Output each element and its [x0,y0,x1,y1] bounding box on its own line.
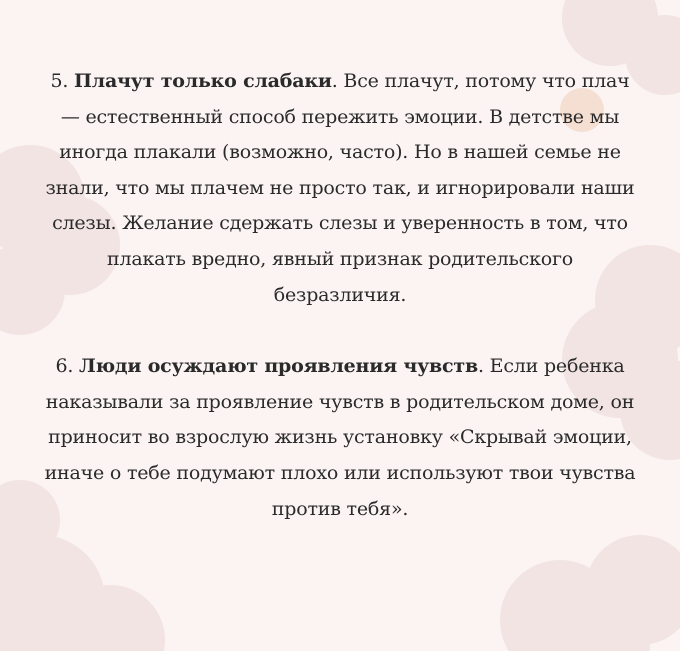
paragraph-number: 6. [55,355,74,378]
paragraph-heading: Плачут только слабаки [74,70,332,92]
paragraph-text: . Если ребенка наказывали за проявление чувств в родительском доме, он приносит во взрослую жизнь установку «Скрывай эмоции, иначе о тебе подумают плохо или используют твои чувства против тебя». [44,355,636,520]
paragraph-heading: Люди осуждают проявления чувств [79,355,478,378]
paragraph-text: . Все плачут, потому что плач — естественный способ пережить эмоции. В детстве мы иногда плакали (возможно, часто). Но в нашей семье не знали, что мы плачем не просто так, и игнорировали наши слезы. Желание сдержать слезы и уверенность в том, что плакать вредно, явный признак родительского безразличия. [45,70,635,306]
text-card [40,64,640,527]
paragraph-6 [40,349,640,527]
paragraph-number: 5. [50,70,69,92]
paragraph-5 [40,64,640,313]
